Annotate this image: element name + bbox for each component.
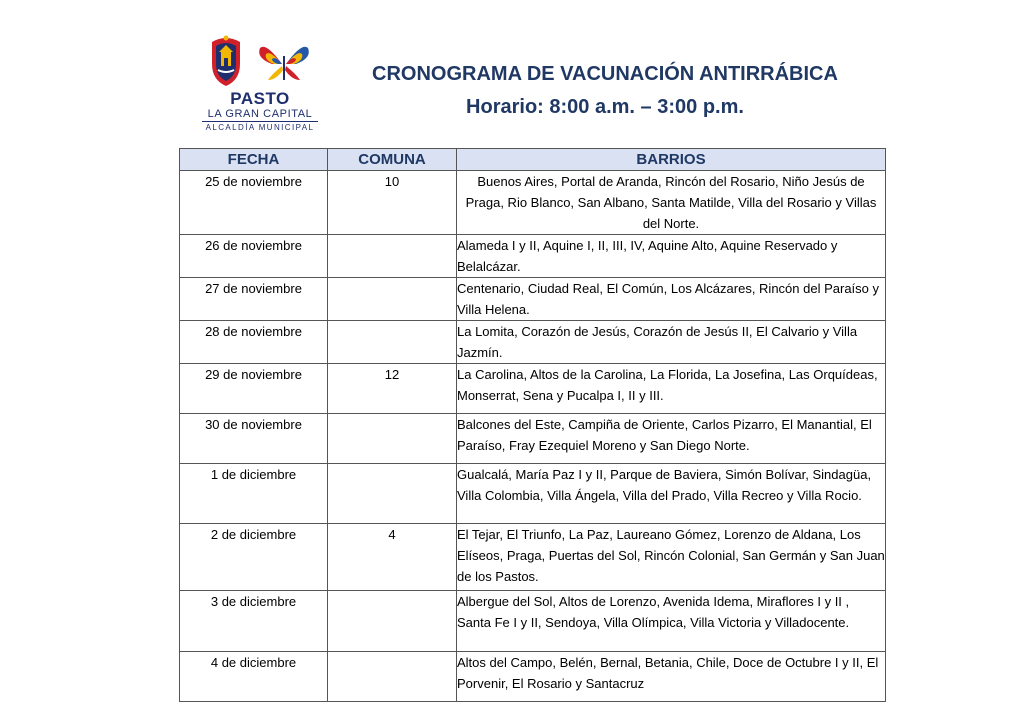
cell-barrios: Altos del Campo, Belén, Bernal, Betania, Chile, Doce de Octubre I y II, El Porvenir, El Rosario y Santacruz <box>457 652 886 702</box>
cell-barrios: El Tejar, El Triunfo, La Paz, Laureano Gómez, Lorenzo de Aldana, Los Elíseos, Praga, Puertas del Sol, Rincón Colonial, San Germán y San Juan de los Pastos. <box>457 524 886 591</box>
logo-entity: ALCALDÍA MUNICIPAL <box>205 123 315 132</box>
cell-fecha: 29 de noviembre <box>180 364 328 414</box>
cell-barrios: Alameda I y II, Aquine I, II, III, IV, Aquine Alto, Aquine Reservado y Belalcázar. <box>457 235 886 278</box>
cell-barrios: Balcones del Este, Campiña de Oriente, Carlos Pizarro, El Manantial, El Paraíso, Fray Ezequiel Moreno y San Diego Norte. <box>457 414 886 464</box>
logo-city-name: PASTO <box>230 89 290 108</box>
table-row <box>180 652 886 702</box>
alcaldia-logo <box>196 34 326 134</box>
cell-fecha: 1 de diciembre <box>180 464 328 524</box>
table-row <box>180 321 886 364</box>
pasto-coat-of-arms-icon <box>206 34 316 90</box>
cell-fecha: 4 de diciembre <box>180 652 328 702</box>
cell-comuna <box>328 235 457 278</box>
vaccination-schedule-table <box>179 148 886 702</box>
cell-comuna <box>328 652 457 702</box>
logo-tagline: LA GRAN CAPITAL <box>207 108 313 120</box>
table-row <box>180 278 886 321</box>
cell-barrios: Gualcalá, María Paz I y II, Parque de Baviera, Simón Bolívar, Sindagüa, Villa Colombia, Villa Ángela, Villa del Prado, Villa Recreo y Villa Rocio. <box>457 464 886 524</box>
cell-barrios: Centenario, Ciudad Real, El Común, Los Alcázares, Rincón del Paraíso y Villa Helena. <box>457 278 886 321</box>
cell-fecha: 26 de noviembre <box>180 235 328 278</box>
cell-fecha: 28 de noviembre <box>180 321 328 364</box>
cell-comuna <box>328 414 457 464</box>
document-title: CRONOGRAMA DE VACUNACIÓN ANTIRRÁBICA <box>372 63 838 85</box>
table-row <box>180 414 886 464</box>
cell-fecha: 25 de noviembre <box>180 171 328 235</box>
cell-comuna: 4 <box>328 524 457 591</box>
cell-comuna <box>328 464 457 524</box>
table-row <box>180 171 886 235</box>
header-comuna: COMUNA <box>328 149 457 171</box>
cell-comuna <box>328 321 457 364</box>
cell-fecha: 2 de diciembre <box>180 524 328 591</box>
schedule-hours: Horario: 8:00 a.m. – 3:00 p.m. <box>466 96 744 118</box>
cell-fecha: 27 de noviembre <box>180 278 328 321</box>
cell-barrios: Buenos Aires, Portal de Aranda, Rincón del Rosario, Niño Jesús de Praga, Rio Blanco, San Albano, Santa Matilde, Villa del Rosario y Villas del Norte. <box>457 171 886 235</box>
table-row <box>180 524 886 591</box>
cell-barrios: La Lomita, Corazón de Jesús, Corazón de Jesús II, El Calvario y Villa Jazmín. <box>457 321 886 364</box>
table-row <box>180 591 886 652</box>
cell-barrios: La Carolina, Altos de la Carolina, La Florida, La Josefina, Las Orquídeas, Monserrat, Sena y Pucalpa I, II y III. <box>457 364 886 414</box>
cell-comuna: 12 <box>328 364 457 414</box>
cell-fecha: 3 de diciembre <box>180 591 328 652</box>
cell-barrios: Albergue del Sol, Altos de Lorenzo, Avenida Idema, Miraflores I y II , Santa Fe I y II, Sendoya, Villa Olímpica, Villa Victoria y Villadocente. <box>457 591 886 652</box>
cell-comuna <box>328 278 457 321</box>
cell-comuna <box>328 591 457 652</box>
butterfly-icon <box>259 47 309 80</box>
header-fecha: FECHA <box>180 149 328 171</box>
table-row <box>180 364 886 414</box>
table-row <box>180 235 886 278</box>
header-barrios: BARRIOS <box>457 149 886 171</box>
cell-fecha: 30 de noviembre <box>180 414 328 464</box>
logo-divider <box>202 121 318 122</box>
table-header-row <box>180 149 886 171</box>
cell-comuna: 10 <box>328 171 457 235</box>
table-row <box>180 464 886 524</box>
